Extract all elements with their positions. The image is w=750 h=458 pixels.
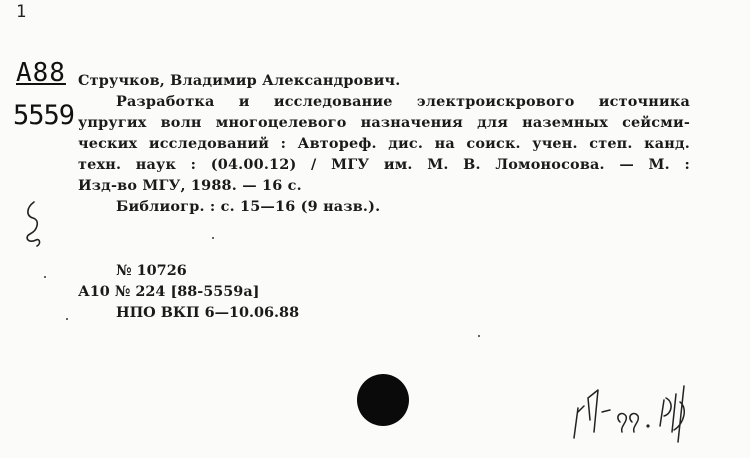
bibliography-line: Библиогр. : с. 15—16 (9 назв.).	[116, 198, 381, 215]
title-line-4: техн. наук : (04.00.12) / МГУ им. М. В. Ломоносова. — М. :	[78, 156, 690, 173]
registration-block	[78, 260, 299, 323]
registration-number: № 10726	[116, 262, 187, 279]
print-info: НПО ВКП 6—10.06.88	[116, 304, 300, 321]
shelf-mark-bottom: 5559	[13, 100, 75, 131]
title-line-1: Разработка и исследование электроискрового источника	[116, 93, 690, 110]
handwritten-signature	[568, 372, 718, 448]
shelf-mark-top: А88	[16, 58, 66, 88]
title-line-3: ческих исследований : Автореф. дис. на соиск. учен. степ. канд.	[78, 135, 690, 152]
corner-mark: 1	[16, 2, 27, 22]
bibliographic-entry	[78, 70, 690, 217]
speck	[212, 237, 214, 239]
title-line-5: Изд-во МГУ, 1988. — 16 с.	[78, 177, 302, 194]
speck	[66, 318, 68, 320]
author-line: Стручков, Владимир Александрович.	[78, 72, 401, 89]
punch-hole	[357, 374, 409, 426]
title-line-2: упругих волн многоцелевого назначения для наземных сейсми-	[78, 114, 690, 131]
order-number: А10 № 224 [88-5559а]	[78, 283, 260, 300]
speck	[478, 335, 480, 337]
handwritten-margin-mark	[22, 200, 44, 248]
speck	[44, 276, 46, 278]
